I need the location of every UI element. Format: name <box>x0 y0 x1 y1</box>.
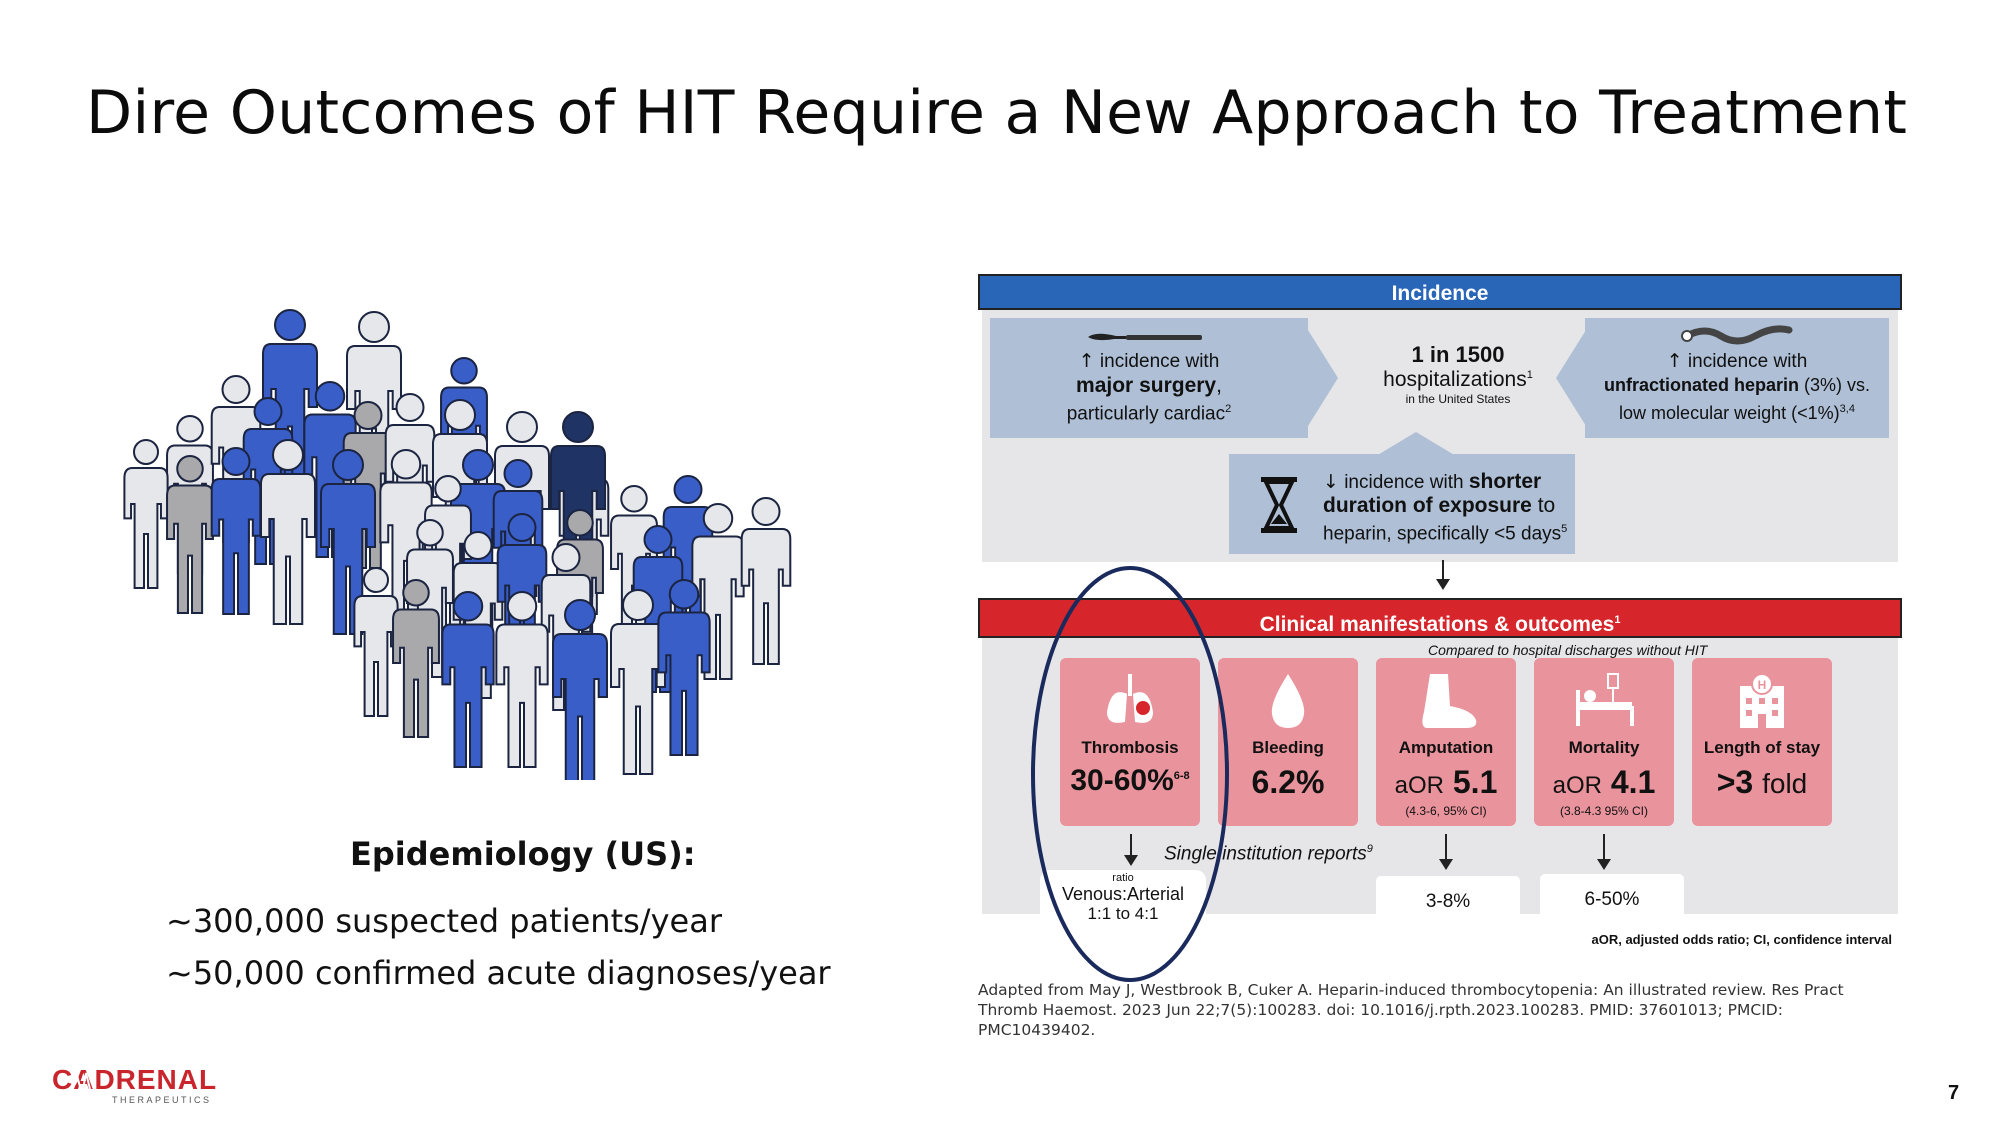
outcome-card-amputation: Amputation aOR 5.1 (4.3-6, 95% CI) <box>1376 658 1516 826</box>
mortality-report-value: 6-50% <box>1540 874 1684 926</box>
down-arrow-icon: ↓ <box>1323 471 1339 493</box>
person-figure <box>742 498 791 664</box>
outcome-card-mortality: Mortality aOR 4.1 (3.8-4.3 95% CI) <box>1534 658 1674 826</box>
compared-note: Compared to hospital discharges without HIT <box>1428 642 1708 658</box>
epidemiology-line-suspected: ~300,000 suspected patients/year <box>166 902 722 940</box>
svg-text:H: H <box>1757 678 1767 692</box>
hourglass-icon <box>1259 476 1299 534</box>
crowd-people-illustration <box>118 300 818 780</box>
epidemiology-line-confirmed: ~50,000 confirmed acute diagnoses/year <box>166 954 831 992</box>
citation-text: Adapted from May J, Westbrook B, Cuker A. Heparin-induced thrombocytopenia: An illustrated review. Res Pract Thromb Haemost. 2023 Jun 22;7(5):100283. doi: 10.1016/j.rpth.2023.100283. PMID: 37601013; PMCID: PMC10439402. <box>978 981 1844 1039</box>
abbreviation-footnote: aOR, adjusted odds ratio; CI, confidence interval <box>1591 932 1892 947</box>
foot-icon <box>1410 672 1480 730</box>
outcome-card-thrombosis: Thrombosis 30-60%$^{6-8}$ <box>1060 658 1200 826</box>
heparin-syringe-icon <box>1681 324 1799 346</box>
scalpel-icon <box>1086 330 1206 344</box>
up-arrow-icon: ↑ <box>1666 350 1683 372</box>
outcomes-header-bar: Clinical manifestations & outcomes$^1$ <box>978 598 1902 638</box>
up-arrow-icon: ↑ <box>1078 350 1095 372</box>
incidence-center-stat: 1 in 1500 hospitalizations$^1$ in the United States <box>1383 342 1533 406</box>
person-figure <box>124 440 167 588</box>
hit-illustrated-review-figure <box>978 268 1904 952</box>
mortality-report-arrow <box>1603 834 1605 868</box>
thrombosis-highlight-ellipse <box>1030 564 1230 984</box>
right-chevron <box>1556 330 1586 430</box>
flow-down-arrow <box>1442 560 1444 588</box>
outcome-card-length-of-stay: H Length of stay >3 fold <box>1692 658 1832 826</box>
cadrenal-logo-mark <box>52 1063 232 1107</box>
person-figure <box>496 592 547 767</box>
page-number: 7 <box>1948 1082 1960 1104</box>
svg-text:THERAPEUTICS: THERAPEUTICS <box>112 1095 212 1105</box>
cadrenal-logo <box>52 1063 232 1112</box>
epidemiology-heading: Epidemiology (US): <box>350 835 696 873</box>
person-figure <box>212 448 261 614</box>
up-chevron <box>1376 432 1456 456</box>
amputation-report-value: 3-8% <box>1376 876 1520 928</box>
amputation-report-arrow <box>1445 834 1447 868</box>
incidence-header-bar: Incidence <box>978 274 1902 310</box>
svg-text:CADRENAL: CADRENAL <box>52 1064 218 1095</box>
heparin-incidence-box: ↑ incidence with unfractionated heparin (3%) vs. low molecular weight (<1%)$^{3,4}$ <box>1585 318 1889 438</box>
hospital-building-icon <box>1734 672 1790 730</box>
slide-title: Dire Outcomes of HIT Require a New Approach to Treatment <box>86 78 1908 148</box>
duration-incidence-box: ↓ incidence with shorter duration of exposure to heparin, specifically <5 days$^5$ <box>1229 454 1575 554</box>
blood-drop-icon <box>1268 672 1308 730</box>
single-institution-label: Single institution reports$^9$ <box>1164 843 1373 865</box>
outcome-card-bleeding: Bleeding 6.2% <box>1218 658 1358 826</box>
hospital-bed-icon <box>1572 672 1636 730</box>
venous-arterial-ratio-box: ratio Venous:Arterial 1:1 to 4:1 <box>1040 870 1206 932</box>
surgery-incidence-box: ↑ incidence with major surgery, particularly cardiac$^2$ <box>990 318 1308 438</box>
